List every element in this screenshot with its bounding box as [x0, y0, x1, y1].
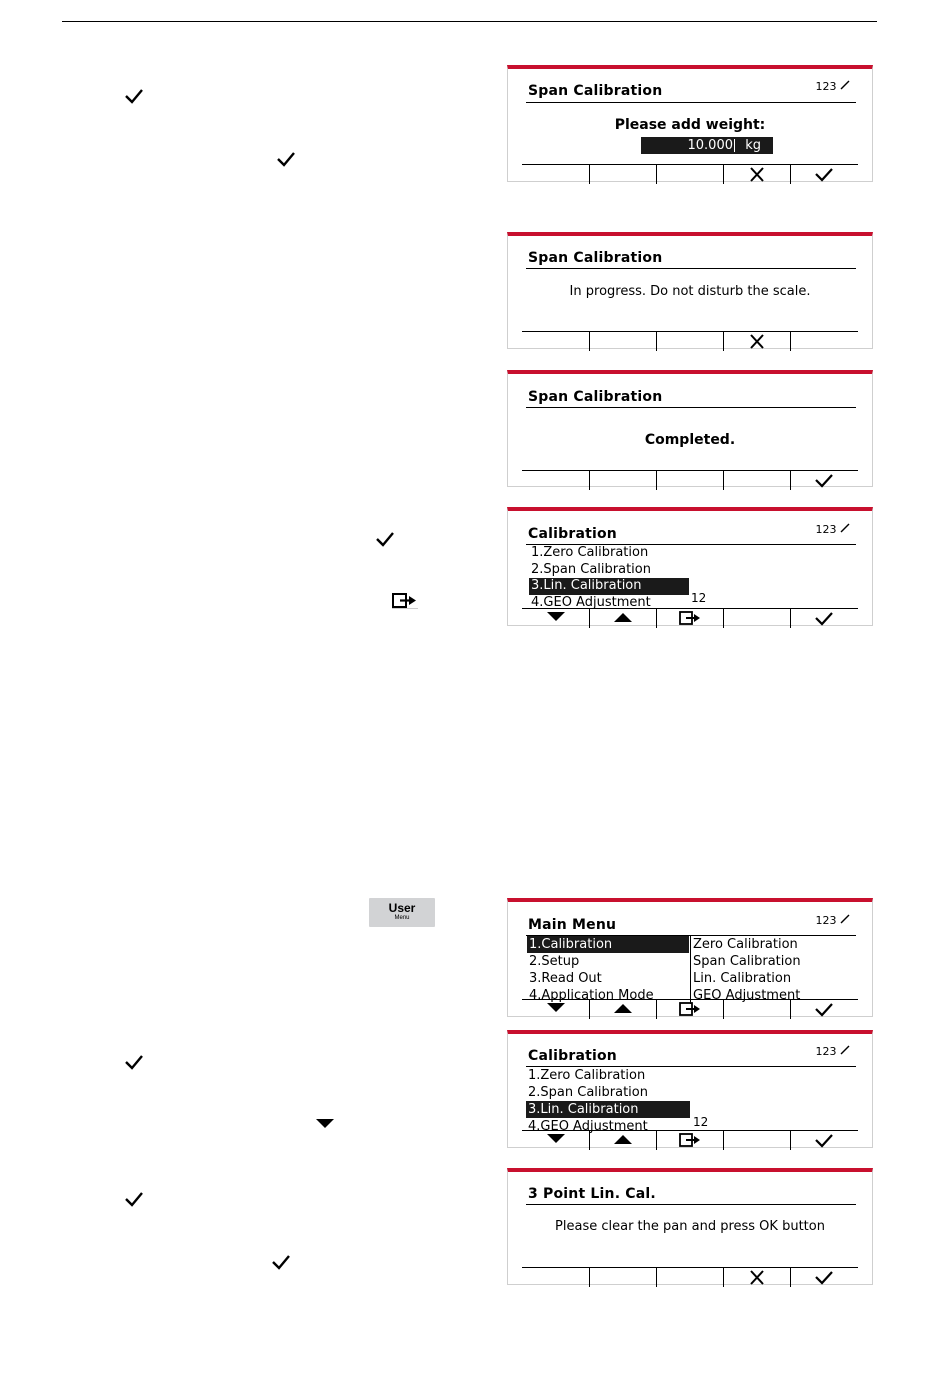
- softkey-bar: [522, 1267, 858, 1287]
- exit-icon: [679, 1133, 701, 1148]
- check-icon: [271, 1253, 291, 1271]
- check-icon: [814, 1002, 834, 1017]
- menu-item[interactable]: 4.Application Mode: [529, 988, 654, 1003]
- submenu-item: GEO Adjustment: [693, 988, 801, 1003]
- softkey-5[interactable]: [790, 332, 857, 351]
- up-arrow-icon: [613, 611, 633, 623]
- title-divider: [526, 268, 856, 269]
- mode-text: 123: [815, 523, 837, 536]
- softkey-exit[interactable]: [656, 1131, 723, 1150]
- title-divider: [526, 407, 856, 408]
- screen-span-completed: [507, 370, 873, 487]
- unit-separator: [734, 139, 735, 152]
- mode-text: 123: [815, 80, 837, 93]
- softkey-2[interactable]: [589, 332, 656, 351]
- softkey-up[interactable]: [589, 609, 656, 628]
- softkey-down[interactable]: [522, 1000, 589, 1019]
- softkey-3[interactable]: [656, 471, 723, 490]
- screen-span-add-weight: [507, 65, 873, 182]
- screen-title: Span Calibration: [528, 250, 663, 266]
- screen-lin-cal: [507, 1168, 873, 1285]
- user-menu-key[interactable]: [369, 898, 435, 927]
- softkey-down[interactable]: [522, 1131, 589, 1150]
- prompt-text: Please add weight:: [614, 117, 766, 133]
- pencil-icon: [840, 1045, 850, 1055]
- softkey-down[interactable]: [522, 609, 589, 628]
- instruction-message: Please clear the pan and press OK button: [555, 1219, 825, 1234]
- side-value: 12: [691, 591, 707, 605]
- softkey-3[interactable]: [656, 165, 723, 184]
- mode-indicator: [816, 523, 851, 536]
- softkey-2[interactable]: [589, 471, 656, 490]
- menu-item-selected[interactable]: 1.Calibration: [527, 936, 689, 953]
- weight-value: 10.000: [687, 138, 733, 153]
- title-divider: [526, 102, 856, 103]
- softkey-4[interactable]: [723, 1131, 790, 1150]
- softkey-4[interactable]: [723, 1000, 790, 1019]
- screen-title: Main Menu: [528, 917, 617, 933]
- screen-title: 3 Point Lin. Cal.: [528, 1186, 656, 1202]
- submenu-item: Zero Calibration: [693, 937, 798, 952]
- softkey-4[interactable]: [723, 471, 790, 490]
- softkey-2[interactable]: [589, 165, 656, 184]
- softkey-1[interactable]: [522, 471, 589, 490]
- down-arrow-icon: [546, 1133, 566, 1145]
- user-key-label: User: [388, 901, 416, 915]
- check-icon: [124, 87, 144, 105]
- exit-icon: [392, 593, 418, 609]
- menu-list: [527, 936, 689, 1004]
- check-icon: [814, 1270, 834, 1285]
- softkey-bar: [522, 470, 858, 490]
- softkey-1[interactable]: [522, 332, 589, 351]
- check-icon: [814, 473, 834, 488]
- menu-item[interactable]: 2.Span Calibration: [531, 561, 651, 577]
- menu-item[interactable]: 1.Zero Calibration: [528, 1068, 646, 1083]
- menu-list: [529, 545, 689, 611]
- menu-item-selected[interactable]: 3.Lin. Calibration: [529, 578, 689, 595]
- softkey-up[interactable]: [589, 1000, 656, 1019]
- pencil-icon: [840, 523, 850, 533]
- menu-item[interactable]: 2.Setup: [529, 954, 580, 969]
- softkey-exit[interactable]: [656, 1000, 723, 1019]
- menu-item[interactable]: 1.Zero Calibration: [531, 545, 649, 560]
- down-arrow-icon: [315, 1118, 335, 1130]
- menu-list: [526, 1067, 690, 1135]
- down-arrow-icon: [546, 1002, 566, 1014]
- check-icon: [375, 530, 395, 548]
- check-icon: [276, 150, 296, 168]
- menu-item[interactable]: 3.Read Out: [529, 971, 602, 986]
- down-arrow-icon: [546, 611, 566, 623]
- screen-main-menu: [507, 898, 873, 1017]
- softkey-4[interactable]: [723, 609, 790, 628]
- exit-icon: [679, 1002, 701, 1017]
- submenu-item: Lin. Calibration: [693, 971, 792, 986]
- cross-icon: [749, 167, 765, 182]
- user-key-sublabel: Menu: [394, 915, 410, 921]
- menu-item[interactable]: 2.Span Calibration: [528, 1085, 648, 1100]
- up-arrow-icon: [613, 1133, 633, 1145]
- check-icon: [814, 1133, 834, 1148]
- check-icon: [814, 611, 834, 626]
- title-divider: [526, 1204, 856, 1205]
- cross-icon: [749, 334, 765, 349]
- header-rule: [62, 21, 877, 22]
- mode-indicator: [816, 80, 851, 93]
- pencil-icon: [840, 80, 850, 90]
- softkey-ok[interactable]: [790, 165, 857, 184]
- menu-item[interactable]: 4.GEO Adjustment: [531, 594, 651, 610]
- weight-unit: kg: [745, 138, 761, 153]
- softkey-3[interactable]: [656, 1268, 723, 1287]
- softkey-bar: [522, 1130, 858, 1150]
- pencil-icon: [840, 914, 850, 924]
- softkey-cancel[interactable]: [723, 165, 790, 184]
- softkey-2[interactable]: [589, 1268, 656, 1287]
- screen-title: Span Calibration: [528, 83, 663, 99]
- submenu-item: Span Calibration: [693, 954, 801, 969]
- submenu-preview: [690, 936, 850, 1004]
- side-value: 12: [693, 1115, 709, 1129]
- softkey-exit[interactable]: [656, 609, 723, 628]
- screen-span-in-progress: [507, 232, 873, 349]
- check-icon: [814, 167, 834, 182]
- weight-readout: [641, 137, 773, 154]
- check-icon: [124, 1053, 144, 1071]
- softkey-cancel[interactable]: [723, 332, 790, 351]
- screen-title: Calibration: [528, 1048, 617, 1064]
- softkey-1[interactable]: [522, 1268, 589, 1287]
- mode-indicator: [816, 1045, 851, 1058]
- exit-icon: [679, 611, 701, 626]
- screen-title: Span Calibration: [528, 389, 663, 405]
- softkey-ok[interactable]: [790, 1131, 857, 1150]
- softkey-cancel[interactable]: [723, 1268, 790, 1287]
- softkey-ok[interactable]: [790, 1268, 857, 1287]
- cross-icon: [749, 1270, 765, 1285]
- screen-title: Calibration: [528, 526, 617, 542]
- softkey-bar: [522, 608, 858, 628]
- menu-item[interactable]: 4.GEO Adjustment: [528, 1119, 648, 1134]
- softkey-bar: [522, 999, 858, 1019]
- mode-indicator: [816, 914, 851, 927]
- screen-calibration-menu-2: [507, 1030, 873, 1148]
- softkey-up[interactable]: [589, 1131, 656, 1150]
- softkey-ok[interactable]: [790, 609, 857, 628]
- screen-calibration-menu: [507, 507, 873, 626]
- check-icon: [124, 1190, 144, 1208]
- status-message: Completed.: [644, 432, 736, 448]
- menu-item-selected[interactable]: 3.Lin. Calibration: [526, 1101, 690, 1118]
- status-message: In progress. Do not disturb the scale.: [569, 284, 811, 299]
- softkey-ok[interactable]: [790, 471, 857, 490]
- mode-text: 123: [815, 914, 837, 927]
- softkey-3[interactable]: [656, 332, 723, 351]
- softkey-1[interactable]: [522, 165, 589, 184]
- softkey-ok[interactable]: [790, 1000, 857, 1019]
- softkey-bar: [522, 164, 858, 184]
- mode-text: 123: [815, 1045, 837, 1058]
- softkey-bar: [522, 331, 858, 351]
- up-arrow-icon: [613, 1002, 633, 1014]
